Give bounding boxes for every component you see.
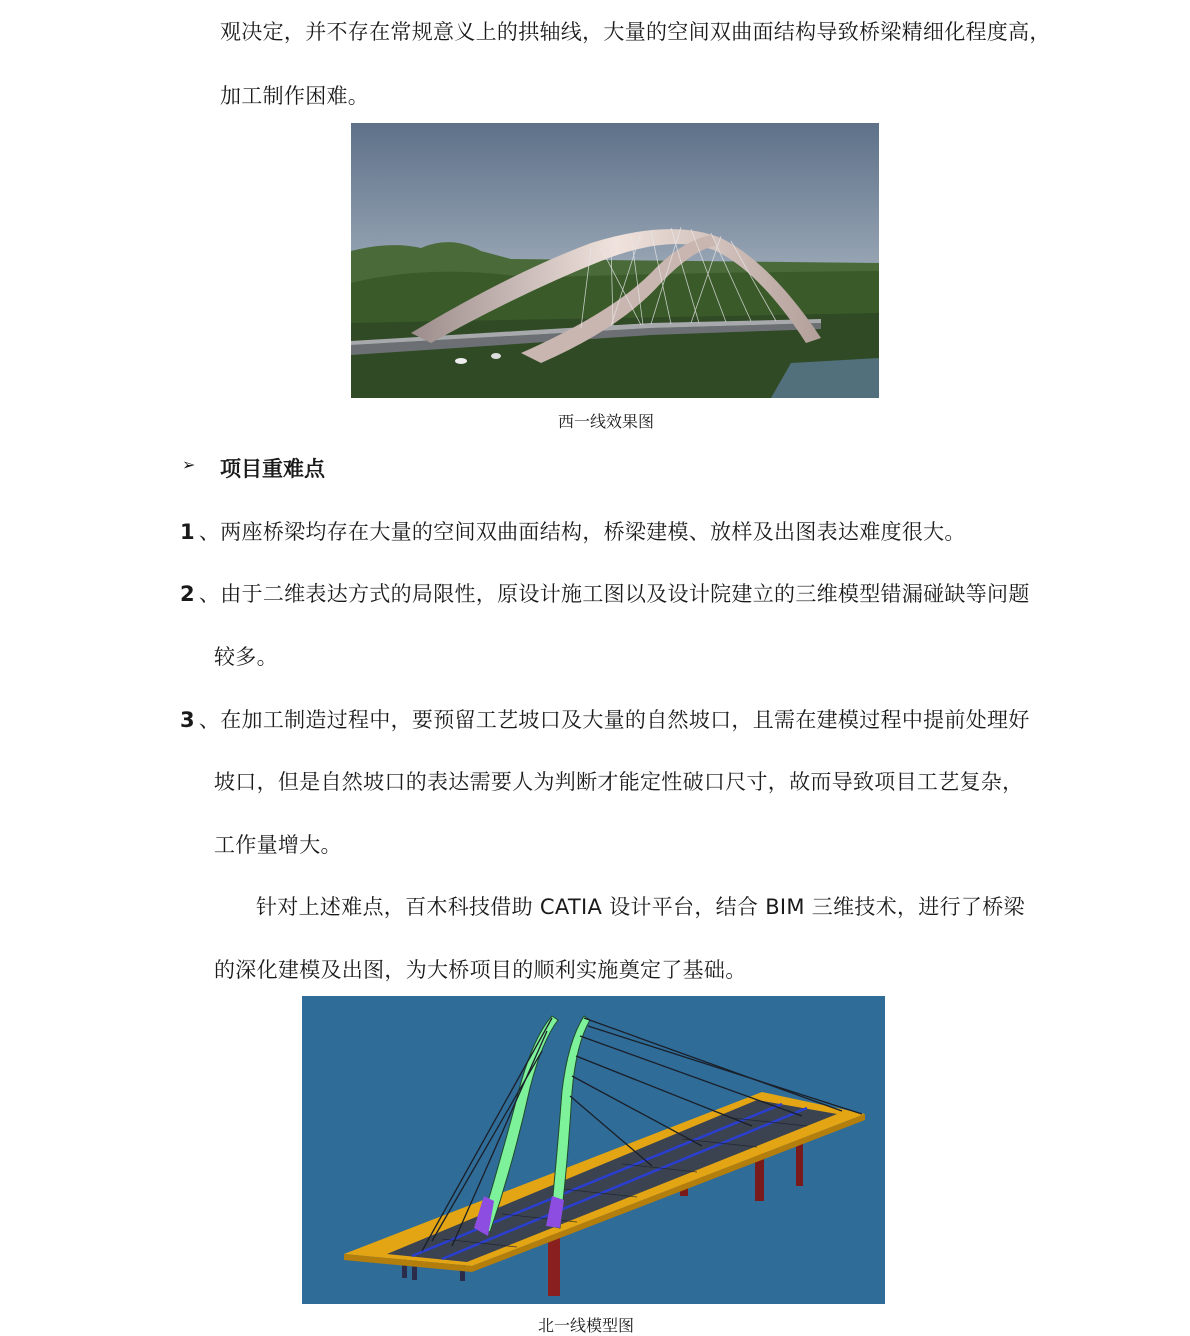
list-item-2-continuation: 较多。 — [214, 645, 278, 669]
list-item-number: 2 — [180, 582, 195, 606]
summary-line-2: 的深化建模及出图，为大桥项目的顺利实施奠定了基础。 — [214, 958, 747, 982]
list-item-2: 2 、由于二维表达方式的局限性，原设计施工图以及设计院建立的三维模型错漏碰缺等问题 — [180, 582, 1030, 606]
list-item-text: 由于二维表达方式的局限性，原设计施工图以及设计院建立的三维模型错漏碰缺等问题 — [220, 582, 1030, 606]
intro-line-1: 观决定，并不存在常规意义上的拱轴线，大量的空间双曲面结构导致桥梁精细化程度高， — [220, 20, 1051, 44]
list-item-1: 1 、两座桥梁均存在大量的空间双曲面结构，桥梁建模、放样及出图表达难度很大。 — [180, 520, 966, 544]
list-item-text: 在加工制造过程中，要预留工艺坡口及大量的自然坡口，且需在建模过程中提前处理好 — [220, 708, 1030, 732]
section-title: 项目重难点 — [220, 457, 325, 481]
figure-2-caption: 北一线模型图 — [538, 1316, 635, 1335]
list-item-3-continuation-1: 坡口，但是自然坡口的表达需要人为判断才能定性破口尺寸，故而导致项目工艺复杂， — [214, 770, 1024, 794]
list-item-3: 3 、在加工制造过程中，要预留工艺坡口及大量的自然坡口，且需在建模过程中提前处理好 — [180, 708, 1030, 732]
list-item-number: 1 — [180, 520, 195, 544]
intro-line-2: 加工制作困难。 — [220, 84, 370, 108]
figure-1-caption: 西一线效果图 — [558, 412, 655, 431]
list-item-text: 两座桥梁均存在大量的空间双曲面结构，桥梁建模、放样及出图表达难度很大。 — [220, 520, 966, 544]
summary-line-1: 针对上述难点，百木科技借助 CATIA 设计平台，结合 BIM 三维技术，进行了桥梁 — [256, 895, 1025, 919]
list-item-3-continuation-2: 工作量增大。 — [214, 833, 342, 857]
bim-model-image — [302, 996, 885, 1304]
bullet-arrow-icon: ➢ — [182, 455, 196, 474]
list-item-number: 3 — [180, 708, 195, 732]
bridge-rendering-image — [351, 123, 879, 398]
